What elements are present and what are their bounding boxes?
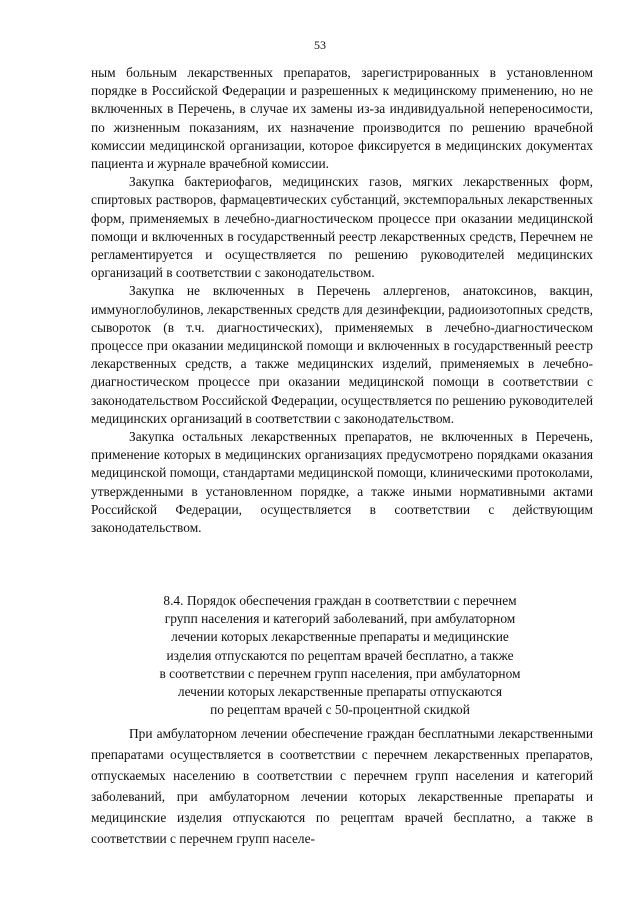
paragraph-allergens: Закупка не включенных в Перечень аллергенов, анатоксинов, вакцин, иммуноглобулинов, лекарственных средств для дезинфекции, радиоизотопных средств, сывороток (в т.ч. диагностических), применяемых в лечебно-диагностическом процессе при оказании медицинской помощи и включенных в государственный реестр лекарственных средств, а также медицинских изделий, применяемых в лечебно-диагностическом процессе при оказании медицинской помощи в соответствии с законодательством Российской Федерации, осуществляется по решению руководителей медицинских организаций в соответствии с законодательством. bbox=[91, 283, 593, 426]
heading-line: в соответствии с перечнем групп населения, при амбулаторном bbox=[159, 665, 521, 681]
heading-line: по рецептам врачей с 50-процентной скидкой bbox=[210, 702, 470, 718]
paragraph-bacteriophages: Закупка бактериофагов, медицинских газов, мягких лекарственных форм, спиртовых растворов, фармацевтических субстанций, экстемпоральных лекарственных форм, применяемых в лечебно-диагностическом процессе при оказании медицинской помощи и включенных в государственный реестр лекарственных средств, Перечнем не регламентируется и осуществляется по решению руководителей медицинских организаций в соответствии с законодательством. bbox=[91, 174, 593, 281]
paragraph-continuation: ным больным лекарственных препаратов, зарегистрированных в установленном порядке в Российской Федерации и разрешенных к медицинскому применению, но не включенных в Перечень, в случае их замены из-за индивидуальной непереносимости, по жизненным показаниям, их назначение производится по решению врачебной комиссии медицинской организации, которое фиксируется в медицинских документах пациента и журнале врачебной комиссии. bbox=[91, 65, 593, 172]
heading-line: лечении которых лекарственные препараты и медицинские bbox=[171, 629, 509, 645]
heading-line: изделия отпускаются по рецептам врачей бесплатно, а также bbox=[166, 647, 514, 663]
section-heading bbox=[120, 592, 560, 719]
heading-line: лечении которых лекарственные препараты отпускаются bbox=[177, 684, 503, 700]
page-number: 53 bbox=[314, 38, 326, 52]
paragraph-other-drugs: Закупка остальных лекарственных препаратов, не включенных в Перечень, применение которых в медицинских организациях предусмотрено порядками оказания медицинской помощи, стандартами медицинской помощи, клиническими протоколами, утвержденными в установленном порядке, а также иными нормативными актами Российской Федерации, осуществляется в соответствии с действующим законодательством. bbox=[91, 429, 593, 536]
heading-line: групп населения и категорий заболеваний, при амбулаторном bbox=[164, 611, 516, 627]
paragraph-outpatient: При амбулаторном лечении обеспечение граждан бесплатными лекарственными препаратами осуществляется в соответствии с перечнем лекарственных препаратов, отпускаемых населению в соответствии с перечнем групп населения и категорий заболеваний, при амбулаторном лечении которых лекарственные препараты и медицинские изделия отпускаются по рецептам врачей бесплатно, а также в соответствии с перечнем групп населе- bbox=[91, 726, 593, 846]
body-text-upper bbox=[91, 64, 593, 537]
heading-line: 8.4. Порядок обеспечения граждан в соответствии с перечнем bbox=[163, 593, 517, 608]
body-text-lower bbox=[91, 723, 593, 849]
